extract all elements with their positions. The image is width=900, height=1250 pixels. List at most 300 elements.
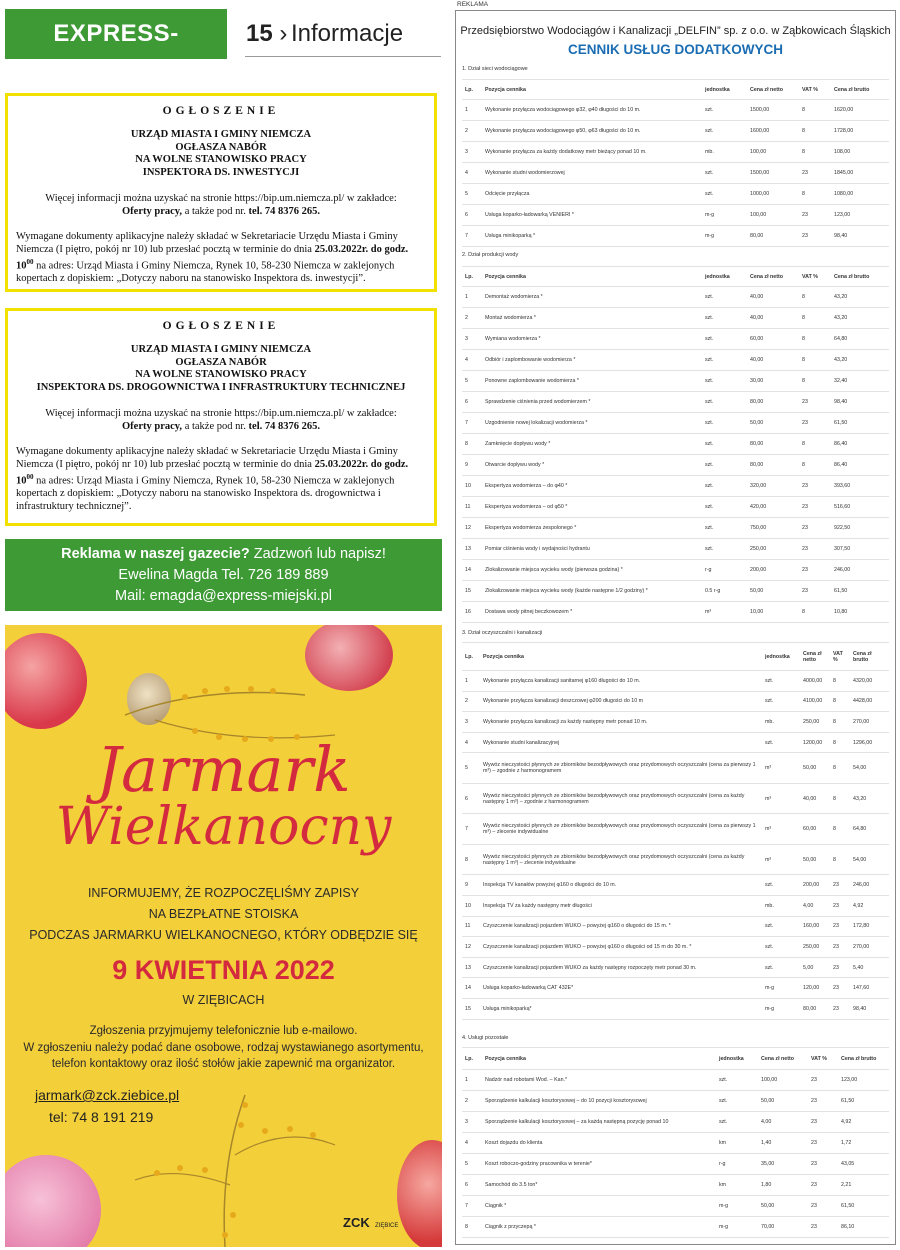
table-row — [462, 895, 889, 916]
table-cell: 3 — [462, 142, 482, 163]
table-cell: Dostawa wody pitnej beczkowozem * — [482, 602, 702, 623]
table-cell: 10,80 — [831, 602, 889, 623]
table-cell: 50,00 — [800, 753, 830, 784]
table-cell: 8 — [799, 121, 831, 142]
column-header: jednostka — [762, 643, 800, 671]
table-cell: 4 — [462, 1133, 482, 1154]
table-cell: 23 — [808, 1133, 838, 1154]
table-cell: 200,00 — [747, 560, 799, 581]
table-cell: Czyszczenie kanalizacji pojazdem WUKO – powyżej φ160 o długości od 15 m do 30 m. * — [480, 937, 762, 958]
table-cell: 1600,00 — [747, 121, 799, 142]
table-cell: szt. — [762, 732, 800, 753]
table-row — [462, 712, 889, 733]
table-cell: 147,60 — [850, 978, 889, 999]
ad-banner — [5, 539, 442, 611]
table-cell: 98,40 — [831, 392, 889, 413]
poster-title-wielkanocny: Wielkanocny — [55, 797, 392, 857]
table-cell: m-g — [762, 998, 800, 1019]
table-header-row — [462, 643, 889, 671]
table-cell: 250,00 — [747, 539, 799, 560]
notice-info: Więcej informacji można uzyskać na stronie https://bip.um.niemcza.pl/ w zakładce: Oferty pracy, a także pod nr. tel. 74 8376 265. — [45, 193, 397, 217]
table-cell: 15 — [462, 998, 480, 1019]
table-cell: 23 — [799, 392, 831, 413]
table-cell: 8 — [462, 1217, 482, 1238]
column-header: VAT % — [830, 643, 850, 671]
table-cell: 9 — [462, 455, 482, 476]
table-cell: 23 — [799, 539, 831, 560]
table-cell: 98,40 — [831, 226, 889, 247]
table-row — [462, 392, 889, 413]
table-cell: 40,00 — [747, 287, 799, 308]
table-cell: 23 — [830, 875, 850, 896]
table-row — [462, 287, 889, 308]
table-cell: Wywóz nieczystości płynnych ze zbiorników bezodpływowych oraz przydomowych oczyszczalni (cena za każdy następny 1 m³) – zgodnie z harmonogramem — [480, 783, 762, 814]
table-cell: 393,60 — [831, 476, 889, 497]
table-cell: 80,00 — [747, 434, 799, 455]
column-header: Cena zł brutto — [850, 643, 889, 671]
table-row — [462, 226, 889, 247]
table-row — [462, 581, 889, 602]
table-cell: 4 — [462, 350, 482, 371]
column-header: jednostka — [716, 1048, 758, 1070]
table-header-row — [462, 267, 889, 287]
table-cell: 3 — [462, 712, 480, 733]
ad-email-link[interactable]: Mail: emagda@express-miejski.pl — [115, 588, 332, 604]
table-row — [462, 998, 889, 1019]
table-cell: 14 — [462, 978, 480, 999]
poster-intro: INFORMUJEMY, ŻE ROZPOCZĘLIŚMY ZAPISY NA BEZPŁATNE STOISKA PODCZAS JARMARKU WIELKANOCNEGO, KTÓRY ODBĘDZIE SIĘ — [29, 886, 418, 942]
table-cell: 23 — [830, 916, 850, 937]
notice-requirements: Wymagane dokumenty aplikacyjne należy składać w Sekretariacie Urzędu Miasta i Gminy Niemcza (I piętro, pokój nr 10) lub przesłać pocztą w terminie do dnia 25.03.2022r. do godz. $10^{00}$ na adres: Urząd Miasta i Gminy Niemcza, Rynek 10, 58-230 Niemcza w zaklejonych kopertach z dopiskiem: „Dotyczy naboru na stanowisko Inspektora ds. drogownictwa i infrastruktury technicznej”. — [16, 446, 409, 512]
table-cell: 8 — [799, 371, 831, 392]
table-cell: 8 — [799, 287, 831, 308]
table-row — [462, 1196, 889, 1217]
table-row — [462, 937, 889, 958]
table-cell: 1200,00 — [800, 732, 830, 753]
table-cell: Samochód do 3.5 ton* — [482, 1175, 716, 1196]
table-cell: 2 — [462, 1091, 482, 1112]
table-cell: 123,00 — [831, 205, 889, 226]
table-cell: Ciągnik z przyczepą * — [482, 1217, 716, 1238]
table-cell: Ekspertyza wodomierza zespolonego * — [482, 518, 702, 539]
section-heading: 2. Dział produkcji wody — [462, 252, 519, 258]
table-cell: 8 — [830, 712, 850, 733]
table-cell: 9 — [462, 875, 480, 896]
table-cell: 922,50 — [831, 518, 889, 539]
table-cell: 307,50 — [831, 539, 889, 560]
table-cell: szt. — [702, 121, 747, 142]
table-cell: 200,00 — [800, 875, 830, 896]
job-notice-roads — [5, 308, 437, 526]
table-cell: Usługa minikoparką * — [482, 226, 702, 247]
table-cell: km — [716, 1175, 758, 1196]
table-cell: 14 — [462, 560, 482, 581]
column-header: Pozycja cennika — [482, 267, 702, 287]
poster-date: 9 KWIETNIA 2022 — [112, 955, 335, 985]
table-cell: 2 — [462, 691, 480, 712]
section-heading: 1. Dział sieci wodociągowe — [462, 66, 528, 72]
table-cell: 86,40 — [831, 434, 889, 455]
table-cell: szt. — [702, 371, 747, 392]
table-cell: szt. — [702, 539, 747, 560]
table-cell: Zlokalizowanie miejsca wycieku wody (pierwsza godzina) * — [482, 560, 702, 581]
table-cell: 23 — [830, 978, 850, 999]
table-cell: 100,00 — [758, 1070, 808, 1091]
table-cell: 8 — [799, 455, 831, 476]
table-cell: szt. — [702, 434, 747, 455]
table-cell: 4 — [462, 732, 480, 753]
table-row — [462, 518, 889, 539]
brand-logo[interactable]: EXPRESS-MIEJSKI.PL — [5, 9, 227, 59]
table-cell: 23 — [808, 1070, 838, 1091]
table-cell: 2 — [462, 308, 482, 329]
table-cell: 6 — [462, 783, 480, 814]
table-cell: Pomiar ciśnienia wody i wydajności hydrantu — [482, 539, 702, 560]
table-cell: m-g — [716, 1196, 758, 1217]
table-cell: 172,80 — [850, 916, 889, 937]
table-cell: 12 — [462, 937, 480, 958]
table-cell: 8 — [462, 844, 480, 875]
table-cell: m³ — [762, 783, 800, 814]
price-table-water-network — [462, 79, 889, 247]
table-cell: 13 — [462, 539, 482, 560]
chevron-right-icon: › — [279, 20, 288, 47]
column-header: VAT % — [799, 267, 831, 287]
table-cell: Odcięcie przyłącza — [482, 184, 702, 205]
notice-org: URZĄD MIASTA I GMINY NIEMCZA OGŁASZA NABÓR NA WOLNE STANOWISKO PRACY INSPEKTORA DS. DROGOWNICTWA I INFRASTRUKTURY TECHNICZNEJ — [36, 344, 406, 393]
table-row — [462, 184, 889, 205]
table-cell: 246,00 — [850, 875, 889, 896]
table-cell: 4000,00 — [800, 671, 830, 692]
table-cell: m³ — [762, 844, 800, 875]
table-cell: 50,00 — [747, 581, 799, 602]
table-cell: 1 — [462, 671, 480, 692]
table-cell: 50,00 — [800, 844, 830, 875]
table-cell: 7 — [462, 814, 480, 845]
company-name: Przedsiębiorstwo Wodociągów i Kanalizacji „DELFIN” sp. z o.o. w Ząbkowicach Śląskich — [460, 25, 891, 37]
table-cell: 98,40 — [850, 998, 889, 1019]
table-cell: 1500,00 — [747, 163, 799, 184]
table-row — [462, 602, 889, 623]
table-cell: 5 — [462, 371, 482, 392]
table-cell: 15 — [462, 581, 482, 602]
poster-place: W ZIĘBICACH — [182, 993, 265, 1007]
table-cell: 8 — [799, 142, 831, 163]
table-header-row — [462, 1048, 889, 1070]
table-row — [462, 413, 889, 434]
table-cell: 250,00 — [800, 712, 830, 733]
table-cell: 11 — [462, 916, 480, 937]
table-cell: m³ — [762, 814, 800, 845]
notice-org: URZĄD MIASTA I GMINY NIEMCZA OGŁASZA NABÓR NA WOLNE STANOWISKO PRACY INSPEKTORA DS. INWESTYCJI — [130, 129, 312, 178]
table-cell: szt. — [702, 518, 747, 539]
table-cell: 1,72 — [838, 1133, 889, 1154]
table-cell: Koszt roboczo-godziny pracownika w terenie* — [482, 1154, 716, 1175]
page-number: 15 › — [246, 20, 288, 47]
table-cell: 23 — [799, 205, 831, 226]
table-cell: Wywóz nieczystości płynnych ze zbiorników bezodpływowych oraz przydomowych oczyszczalni (cena za każdy następny 1 m³) – zlecenie indywidualne — [480, 844, 762, 875]
table-cell: 10 — [462, 476, 482, 497]
table-cell: Nadzór nad robotami Wod. – Kan.* — [482, 1070, 716, 1091]
table-cell: 23 — [799, 413, 831, 434]
table-row — [462, 783, 889, 814]
table-cell: 61,50 — [831, 413, 889, 434]
column-header: Cena zł brutto — [838, 1048, 889, 1070]
table-cell: m³ — [762, 753, 800, 784]
table-cell: 8 — [799, 184, 831, 205]
table-cell: Usługa koparko-ładowarką CAT 432E* — [480, 978, 762, 999]
table-cell: 4,00 — [800, 895, 830, 916]
table-cell: 8 — [830, 844, 850, 875]
table-cell: 1 — [462, 100, 482, 121]
table-cell: 8 — [830, 753, 850, 784]
table-cell: szt. — [702, 413, 747, 434]
table-cell: Wykonanie przyłącza za każdy dodatkowy metr bieżący ponad 10 m. — [482, 142, 702, 163]
table-cell: m-g — [702, 205, 747, 226]
table-header-row — [462, 80, 889, 100]
table-row — [462, 1091, 889, 1112]
table-cell: 100,00 — [747, 205, 799, 226]
column-header: Cena zł netto — [747, 267, 799, 287]
table-cell: 1500,00 — [747, 100, 799, 121]
table-cell: 270,00 — [850, 712, 889, 733]
table-cell: szt. — [702, 476, 747, 497]
table-row — [462, 205, 889, 226]
table-cell: 8 — [830, 691, 850, 712]
pricelist-title: CENNIK USŁUG DODATKOWYCH — [568, 42, 783, 57]
table-cell: 8 — [799, 434, 831, 455]
table-cell: Wykonanie przyłącza kanalizacji za każdy następny metr ponad 10 m. — [480, 712, 762, 733]
column-header: Lp. — [462, 80, 482, 100]
poster-phone[interactable]: tel: 74 8 191 219 — [49, 1109, 154, 1125]
table-cell: 123,00 — [838, 1070, 889, 1091]
table-cell: Ekspertyza wodomierza – od φ50 * — [482, 497, 702, 518]
table-cell: 50,00 — [747, 413, 799, 434]
ad-phone[interactable]: Ewelina Magda Tel. 726 189 889 — [118, 567, 329, 583]
table-row — [462, 691, 889, 712]
table-cell: 7 — [462, 413, 482, 434]
table-cell: 8 — [799, 602, 831, 623]
table-cell: r-g — [716, 1154, 758, 1175]
table-cell: szt. — [762, 671, 800, 692]
table-cell: 23 — [799, 497, 831, 518]
section-heading: 3. Dział oczyszczalni i kanalizacji — [462, 630, 543, 636]
table-cell: 4 — [462, 163, 482, 184]
column-header: Lp. — [462, 643, 480, 671]
table-cell: Czyszczenie kanalizacji pojazdem WUKO za każdy następny rozpoczęty metr ponad 30 m. — [480, 957, 762, 978]
table-cell: 420,00 — [747, 497, 799, 518]
table-cell: Inspekcja TV kanałów powyżej φ160 o długości do 10 m. — [480, 875, 762, 896]
table-cell: 54,00 — [850, 753, 889, 784]
table-cell: 43,20 — [831, 350, 889, 371]
table-cell: 23 — [808, 1196, 838, 1217]
table-cell: 4,92 — [850, 895, 889, 916]
ziebice-logo: ZIĘBICE — [375, 1223, 399, 1229]
table-cell: 40,00 — [800, 783, 830, 814]
table-cell: 86,40 — [831, 455, 889, 476]
table-cell: 43,20 — [831, 308, 889, 329]
table-cell: 8 — [799, 308, 831, 329]
table-cell: 13 — [462, 957, 480, 978]
table-cell: Ekspertyza wodomierza – do φ40 * — [482, 476, 702, 497]
table-row — [462, 455, 889, 476]
notice-heading: OGŁOSZENIE — [162, 320, 280, 332]
table-cell: Usługa minikoparką* — [480, 998, 762, 1019]
table-cell: 23 — [799, 476, 831, 497]
table-cell: szt. — [762, 875, 800, 896]
table-cell: 60,00 — [800, 814, 830, 845]
table-cell: 1845,00 — [831, 163, 889, 184]
table-cell: 7 — [462, 226, 482, 247]
table-row — [462, 671, 889, 692]
table-cell: 80,00 — [747, 392, 799, 413]
table-row — [462, 100, 889, 121]
table-cell: km — [716, 1133, 758, 1154]
table-cell: Zamknięcie dopływu wody * — [482, 434, 702, 455]
table-cell: Ponowne zaplombowanie wodomierza * — [482, 371, 702, 392]
table-cell: 23 — [830, 957, 850, 978]
easter-fair-poster — [5, 625, 442, 1247]
table-row — [462, 978, 889, 999]
table-cell: mb. — [762, 712, 800, 733]
price-table-water-production — [462, 266, 889, 623]
table-row — [462, 371, 889, 392]
table-cell: 5 — [462, 184, 482, 205]
table-cell: 60,00 — [747, 329, 799, 350]
table-cell: Wywóz nieczystości płynnych ze zbiorników bezodpływowych oraz przydomowych oczyszczalni (cena za pierwszy 1 m³) – zgodnie z harmonogramem — [480, 753, 762, 784]
poster-title-jarmark: Jarmark — [96, 733, 351, 806]
notice-requirements: Wymagane dokumenty aplikacyjne należy składać w Sekretariacie Urzędu Miasta i Gminy Niemcza (I piętro, pokój nr 10) lub przesłać pocztą w terminie do dnia 25.03.2022r. do godz. $10^{00}$ na adres: Urząd Miasta i Gminy Niemcza, Rynek 10, 58-230 Niemcza w zaklejonych kopertach z dopiskiem: „Dotyczy naboru na stanowisko Inspektora ds. inwestycji”. — [16, 231, 409, 284]
table-row — [462, 1154, 889, 1175]
table-cell: Odbiór i zaplombowanie wodomierza * — [482, 350, 702, 371]
table-cell: 16 — [462, 602, 482, 623]
table-cell: 516,60 — [831, 497, 889, 518]
table-cell: 3 — [462, 1112, 482, 1133]
table-cell: 6 — [462, 1175, 482, 1196]
job-notice-investment — [5, 93, 437, 292]
table-cell: Wywóz nieczystości płynnych ze zbiorników bezodpływowych oraz przydomowych oczyszczalni (cena za pierwszy 1 m³) – zlecenie indywidualne — [480, 814, 762, 845]
table-cell: 23 — [799, 518, 831, 539]
table-cell: szt. — [702, 100, 747, 121]
table-cell: 50,00 — [758, 1196, 808, 1217]
table-cell: 100,00 — [747, 142, 799, 163]
table-cell: szt. — [702, 350, 747, 371]
column-header: Pozycja cennika — [482, 1048, 716, 1070]
table-cell: Inspekcja TV za każdy następny metr długości — [480, 895, 762, 916]
table-cell: 120,00 — [800, 978, 830, 999]
table-cell: 80,00 — [747, 455, 799, 476]
notice-heading: OGŁOSZENIE — [162, 105, 280, 117]
advert-label: REKLAMA — [457, 1, 489, 8]
table-cell: 43,20 — [850, 783, 889, 814]
table-cell: 54,00 — [850, 844, 889, 875]
table-row — [462, 560, 889, 581]
table-cell: mb. — [702, 142, 747, 163]
table-cell: 61,50 — [838, 1091, 889, 1112]
table-cell: szt. — [716, 1091, 758, 1112]
table-cell: 23 — [799, 560, 831, 581]
poster-details: Zgłoszenia przyjmujemy telefonicznie lub e-mailowo. W zgłoszeniu należy podać dane osobowe, rodzaj wystawianego asortymentu, telefon kontaktowy oraz ilość stołów jakie zapewnić ma organizator. — [23, 1025, 424, 1070]
table-cell: Wykonanie studni kanalizacyjnej — [480, 732, 762, 753]
header-divider — [245, 56, 441, 57]
table-row — [462, 875, 889, 896]
table-cell: Sporządzenie kalkulacji kosztorysowej – do 10 pozycji kosztorysowej — [482, 1091, 716, 1112]
table-row — [462, 753, 889, 784]
table-cell: Wykonanie przyłącza wodociągowego φ50, φ63 długości do 10 m. — [482, 121, 702, 142]
ad-line-1: Reklama w naszej gazecie? Zadzwoń lub napisz! — [61, 546, 386, 562]
table-cell: 1,40 — [758, 1133, 808, 1154]
table-cell: m-g — [702, 226, 747, 247]
table-cell: 1 — [462, 287, 482, 308]
table-cell: 64,80 — [850, 814, 889, 845]
table-row — [462, 163, 889, 184]
column-header: VAT % — [799, 80, 831, 100]
price-table-sewage — [462, 642, 889, 1020]
table-cell: 23 — [799, 163, 831, 184]
table-cell: Czyszczenie kanalizacji pojazdem WUKO – powyżej φ160 o długości do 15 m. * — [480, 916, 762, 937]
table-cell: szt. — [702, 329, 747, 350]
table-cell: Sporządzenie kalkulacji kosztorysowej – za każdą następną pozycję ponad 10 — [482, 1112, 716, 1133]
table-cell: 11 — [462, 497, 482, 518]
table-cell: 8 — [799, 100, 831, 121]
table-cell: 23 — [830, 937, 850, 958]
table-row — [462, 539, 889, 560]
column-header: jednostka — [702, 267, 747, 287]
table-row — [462, 308, 889, 329]
column-header: Pozycja cennika — [482, 80, 702, 100]
price-table-other-services — [462, 1047, 889, 1238]
table-row — [462, 1070, 889, 1091]
column-header: jednostka — [702, 80, 747, 100]
table-cell: 6 — [462, 205, 482, 226]
table-cell: 2 — [462, 121, 482, 142]
table-row — [462, 497, 889, 518]
table-cell: 10,00 — [747, 602, 799, 623]
section-title: Informacje — [291, 20, 404, 47]
table-cell: 40,00 — [747, 350, 799, 371]
table-cell: Ciągnik * — [482, 1196, 716, 1217]
table-cell: 43,20 — [831, 287, 889, 308]
table-cell: 0.5 r-g — [702, 581, 747, 602]
table-row — [462, 434, 889, 455]
table-cell: 4,00 — [758, 1112, 808, 1133]
table-cell: Usługa koparko-ładowarką VENIERI * — [482, 205, 702, 226]
table-cell: 270,00 — [850, 937, 889, 958]
table-cell: Wykonanie przyłącza kanalizacji deszczowej φ200 długości do 10 m — [480, 691, 762, 712]
table-cell: 6 — [462, 392, 482, 413]
table-cell: 246,00 — [831, 560, 889, 581]
table-row — [462, 916, 889, 937]
table-cell: szt. — [702, 455, 747, 476]
table-row — [462, 350, 889, 371]
table-cell: 23 — [808, 1154, 838, 1175]
table-row — [462, 1112, 889, 1133]
table-cell: 8 — [830, 814, 850, 845]
table-cell: 1620,00 — [831, 100, 889, 121]
column-header: Cena zł brutto — [831, 80, 889, 100]
table-row — [462, 957, 889, 978]
table-cell: szt. — [702, 392, 747, 413]
table-cell: Wykonanie studni wodomierzowej — [482, 163, 702, 184]
table-cell: Uzgodnienie nowej lokalizacji wodomierza * — [482, 413, 702, 434]
table-cell: 160,00 — [800, 916, 830, 937]
table-cell: m-g — [716, 1217, 758, 1238]
table-row — [462, 121, 889, 142]
table-cell: Wykonanie przyłącza wodociągowego φ32, φ40 długości do 10 m. — [482, 100, 702, 121]
table-row — [462, 1133, 889, 1154]
poster-email-link[interactable]: jarmark@zck.ziebice.pl — [35, 1087, 180, 1103]
table-cell: 8 — [799, 329, 831, 350]
